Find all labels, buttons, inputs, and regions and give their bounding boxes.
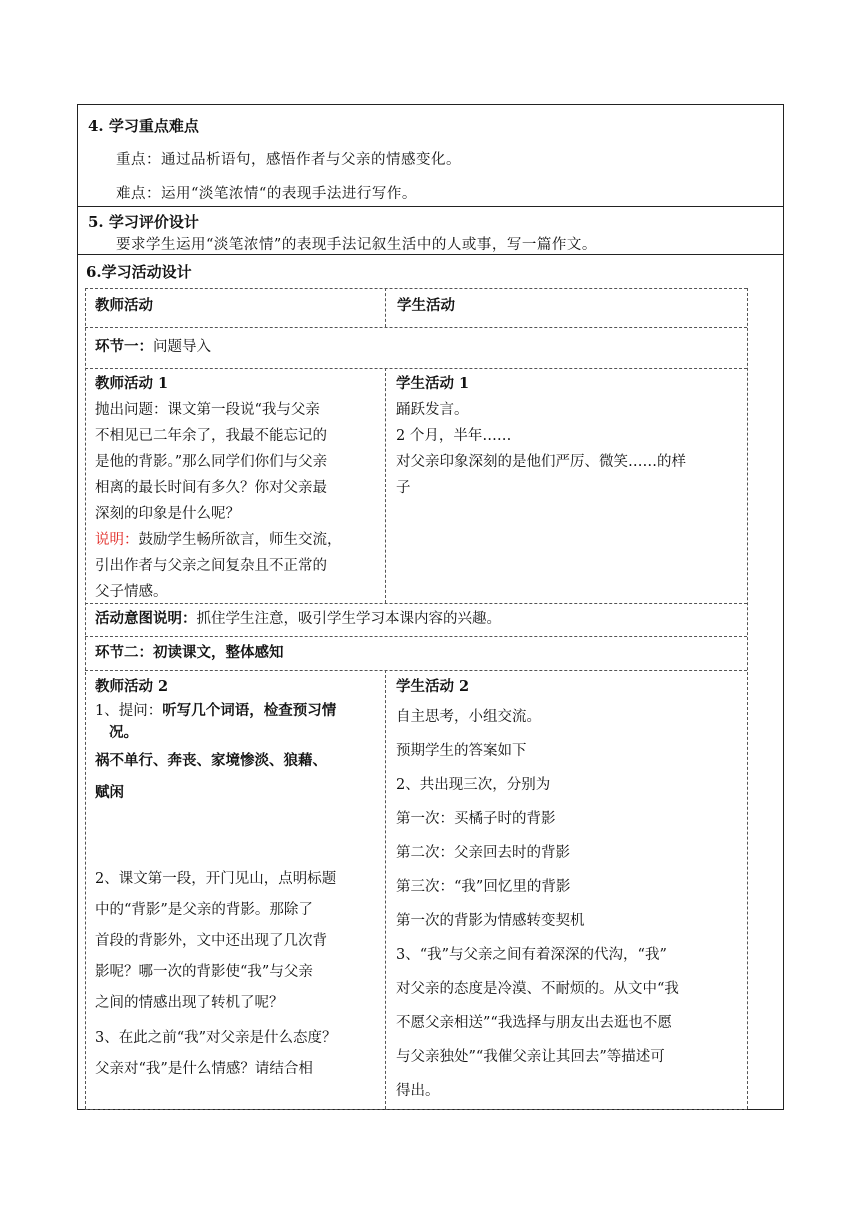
teacher-activity-1-line: 不相见已二年余了，我最不能忘记的	[95, 428, 327, 444]
note-line: 鼓励学生畅所欲言，师生交流，	[138, 532, 342, 548]
student-activity-2-line: 第三次：“我”回忆里的背影	[396, 879, 571, 895]
q1-prefix: 1、提问：	[95, 703, 163, 719]
teacher-activity-2	[95, 674, 385, 1085]
dictation-words: 祸不单行、奔丧、家境惨淡、狼藉、	[95, 752, 327, 769]
student-activity-1	[396, 371, 741, 501]
student-activity-2-line: 第一次：买橘子时的背影	[396, 811, 556, 827]
grid-line	[85, 670, 747, 671]
student-activity-1-line: 子	[396, 480, 411, 496]
note-label: 说明：	[95, 532, 139, 548]
student-activity-2-line: 自主思考，小组交流。	[396, 709, 541, 725]
intent-label: 活动意图说明：	[95, 610, 197, 627]
student-activity-2-heading: 学生活动 2	[396, 678, 470, 695]
teacher-column-header: 教师活动	[95, 297, 153, 314]
link-2-title: 环节二：初读课文，整体感知	[95, 644, 284, 661]
grid-line	[385, 670, 386, 1109]
q2-line: 2、课文第一段，开门见山，点明标题	[95, 871, 337, 887]
q3-line: 父亲对“我”是什么情感？请结合相	[95, 1061, 313, 1077]
teacher-activity-1-line: 抛出问题：课文第一段说“我与父亲	[95, 402, 320, 418]
student-activity-2-line: 第二次：父亲回去时的背影	[396, 845, 570, 861]
q2-line: 中的“背影”是父亲的背影。那除了	[95, 902, 313, 918]
q1-text: 听写几个词语，检查预习情	[162, 702, 337, 719]
note-line: 父子情感。	[95, 584, 168, 600]
intent-text: 抓住学生注意，吸引学生学习本课内容的兴趣。	[196, 611, 501, 627]
student-activity-1-line: 踊跃发言。	[396, 402, 469, 418]
grid-line	[85, 288, 747, 289]
student-activity-2-line: 2、共出现三次，分别为	[396, 777, 551, 793]
grid-line	[85, 327, 747, 328]
q1-text-cont: 况。	[109, 724, 138, 741]
q3-line: 3、在此之前“我”对父亲是什么态度？	[95, 1030, 337, 1046]
grid-line	[85, 288, 86, 1109]
teacher-activity-1-line: 深刻的印象是什么呢？	[95, 506, 240, 522]
student-activity-1-line: 2 个月，半年……	[396, 428, 512, 444]
teacher-activity-2-heading: 教师活动 2	[95, 678, 169, 695]
student-activity-2-line: 3、“我”与父亲之间有着深深的代沟，“我”	[396, 947, 667, 963]
teacher-activity-1-line: 是他的背影。”那么同学们你们与父亲	[95, 454, 328, 470]
grid-line	[85, 636, 747, 637]
student-activity-2-line: 第一次的背影为情感转变契机	[396, 913, 585, 929]
student-activity-2	[396, 674, 741, 1108]
activity-table	[85, 288, 747, 1109]
q2-line: 之间的情感出现了转机了呢？	[95, 995, 284, 1011]
note-line: 引出作者与父亲之间复杂且不正常的	[95, 558, 327, 574]
section-6-title: 6.学习活动设计	[86, 263, 192, 281]
student-activity-1-line: 对父亲印象深刻的是他们严厉、微笑……的样	[396, 454, 686, 470]
difficulty-text: 难点：运用“淡笔浓情“的表现手法进行写作。	[116, 186, 417, 202]
grid-line	[385, 288, 386, 327]
grid-line	[85, 1109, 747, 1110]
grid-line	[385, 368, 386, 603]
q2-line: 首段的背影外，文中还出现了几次背	[95, 933, 327, 949]
link-1-heading	[95, 332, 211, 362]
section-4-title: 4. 学习重点难点	[88, 117, 199, 135]
section-5-title: 5. 学习评价设计	[88, 213, 199, 231]
divider	[78, 254, 783, 255]
teacher-activity-1-heading: 教师活动 1	[95, 375, 169, 392]
grid-line	[85, 368, 747, 369]
student-activity-2-line: 对父亲的态度是冷漠、不耐烦的。从文中“我	[396, 981, 679, 997]
divider	[78, 206, 783, 207]
student-activity-2-line: 得出。	[396, 1083, 440, 1099]
dictation-words-cont: 赋闲	[95, 784, 124, 801]
student-column-header: 学生活动	[397, 297, 455, 314]
teacher-activity-1	[95, 371, 385, 605]
evaluation-text: 要求学生运用“淡笔浓情”的表现手法记叙生活中的人或事，写一篇作文。	[116, 237, 597, 253]
student-activity-2-line: 预期学生的答案如下	[396, 743, 527, 759]
link-1-label: 环节一：	[95, 338, 153, 355]
student-activity-2-line: 与父亲独处”“我催父亲让其回去”等描述可	[396, 1049, 665, 1065]
teacher-activity-1-line: 相离的最长时间有多久？你对父亲最	[95, 480, 327, 496]
activity-intent	[95, 604, 501, 634]
grid-line	[747, 288, 748, 1109]
focus-text: 重点：通过品析语句，感悟作者与父亲的情感变化。	[116, 152, 461, 168]
student-activity-1-heading: 学生活动 1	[396, 375, 470, 392]
q2-line: 影呢？哪一次的背影使“我”与父亲	[95, 964, 313, 980]
link-1-title: 问题导入	[153, 339, 211, 355]
student-activity-2-line: 不愿父亲相送”“我选择与朋友出去逛也不愿	[396, 1015, 672, 1031]
